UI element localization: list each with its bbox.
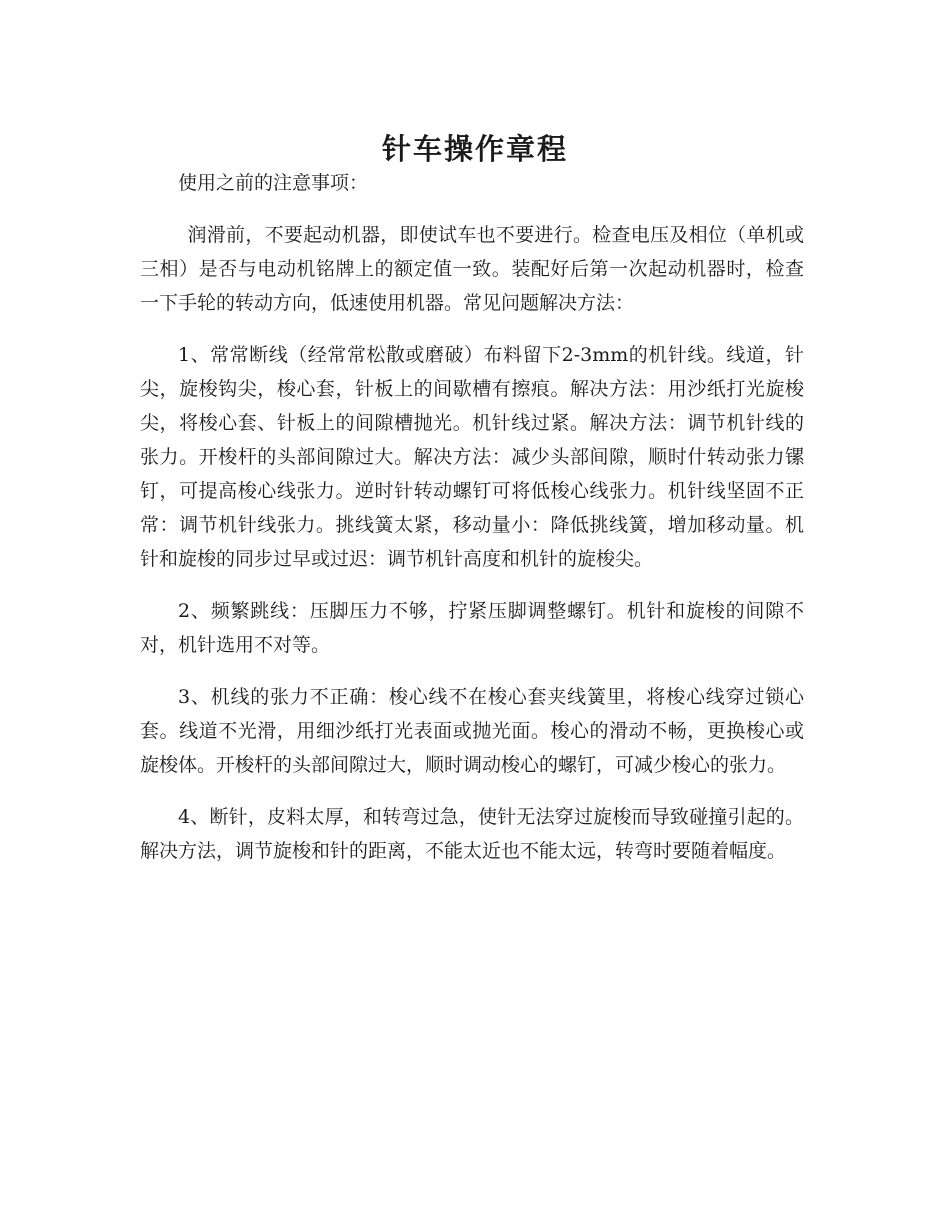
paragraph-item-2: 2、频繁跳线：压脚压力不够，拧紧压脚调整螺钉。机针和旋梭的间隙不对，机针选用不对等。 — [140, 600, 804, 656]
paragraph-precautions-heading: 使用之前的注意事项： — [178, 172, 369, 194]
paragraph-item-1: 1、常常断线（经常常松散或磨破）布料留下2-3mm的机针线。线道，针尖，旋梭钩尖，梭心套，针板上的间歇槽有擦痕。解决方法：用沙纸打光旋梭尖，将梭心套、针板上的间隙槽抛光。机针线过紧。解决方法：调节机针线的张力。开梭杆的头部间隙过大。解决方法：减少头部间隙，顺时什转动张力镙钉，可提高梭心线张力。逆时针转动螺钉可将低梭心线张力。机针线坚固不正常：调节机针线张力。挑线簧太紧，移动量小：降低挑线簧，增加移动量。机针和旋梭的同步过早或过迟：调节机针高度和机针的旋梭尖。 — [140, 344, 804, 570]
paragraph-item-4: 4、断针，皮料太厚，和转弯过急，使针无法穿过旋梭而导致碰撞引起的。解决方法，调节旋梭和针的距离，不能太近也不能太远，转弯时要随着幅度。 — [140, 806, 804, 862]
document-body — [140, 166, 804, 886]
document-title: 针车操作章程 — [381, 132, 568, 167]
paragraph-lubrication: 润滑前，不要起动机器，即使试车也不要进行。检查电压及相位（单机或三相）是否与电动机铭牌上的额定值一致。装配好后第一次起动机器时，检查一下手轮的转动方向，低速使用机器。常见问题解决方法： — [140, 224, 804, 314]
paragraph-item-3: 3、机线的张力不正确：梭心线不在梭心套夹线簧里，将梭心线穿过锁心套。线道不光滑，用细沙纸打光表面或抛光面。梭心的滑动不畅，更换梭心或旋梭体。开梭杆的头部间隙过大，顺时调动梭心的螺钉，可减少梭心的张力。 — [140, 686, 804, 776]
